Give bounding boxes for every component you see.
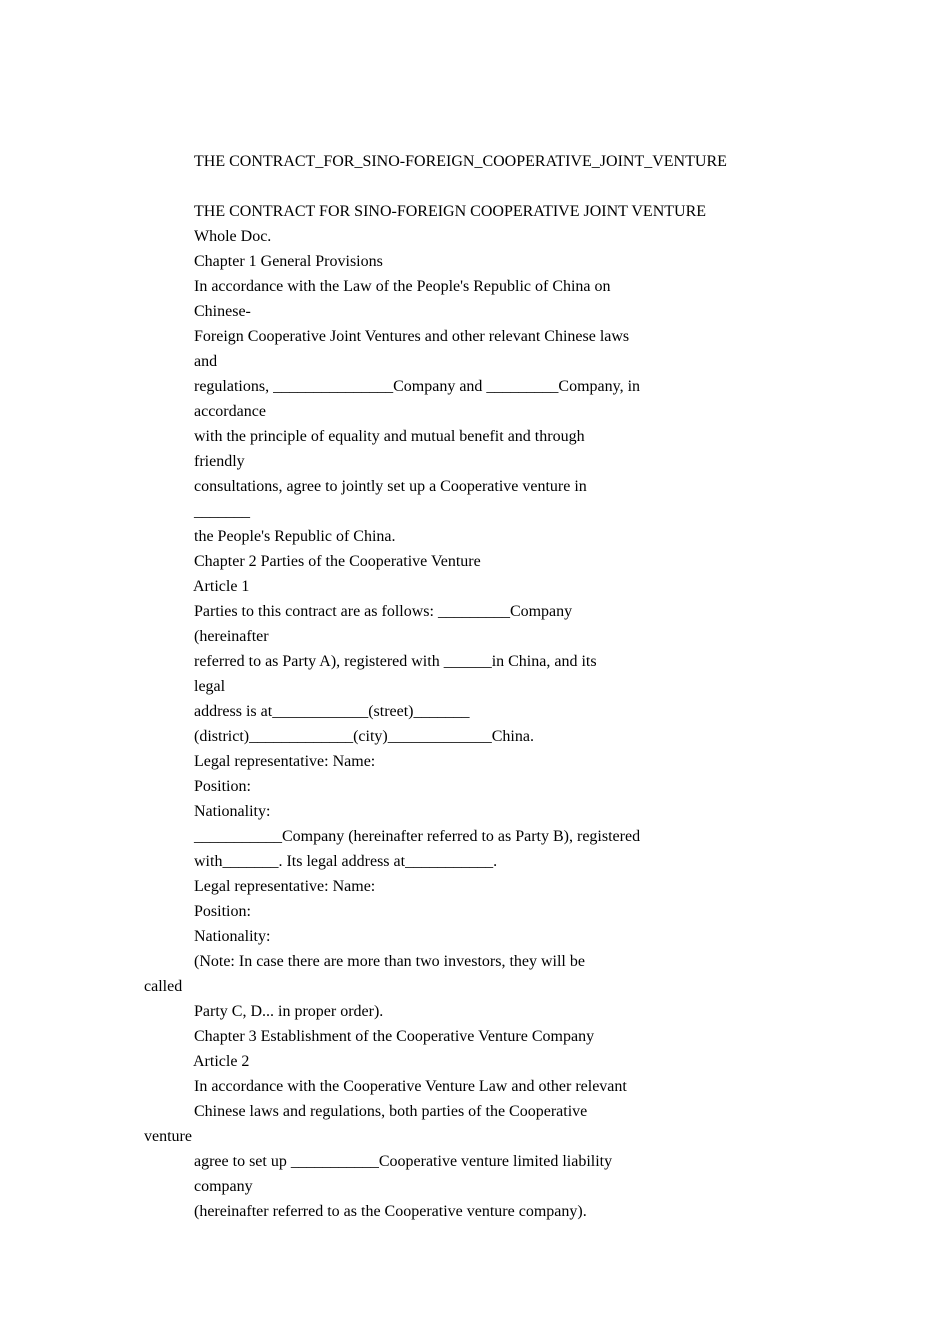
text-line: (hereinafter bbox=[194, 628, 269, 645]
text-line: and bbox=[194, 353, 218, 370]
text-line: Party C, D... in proper order). bbox=[194, 1003, 384, 1020]
document-heading: THE CONTRACT FOR SINO-FOREIGN COOPERATIVE JOINT VENTURE bbox=[194, 203, 707, 220]
article-heading: Article 2 bbox=[193, 1053, 250, 1070]
text-line: Nationality: bbox=[194, 803, 271, 820]
text-line: address is at____________(street)_______ bbox=[194, 703, 470, 720]
text-line: legal bbox=[194, 678, 226, 695]
text-line: Nationality: bbox=[194, 928, 271, 945]
chapter-heading: Chapter 3 Establishment of the Cooperative Venture Company bbox=[194, 1028, 595, 1045]
text-line: with the principle of equality and mutual benefit and through bbox=[194, 428, 585, 445]
text-line: Chinese laws and regulations, both parties of the Cooperative bbox=[194, 1103, 588, 1120]
text-line: Foreign Cooperative Joint Ventures and other relevant Chinese laws bbox=[194, 328, 630, 345]
article-heading: Article 1 bbox=[193, 578, 250, 595]
text-line: Whole Doc. bbox=[194, 228, 272, 245]
text-line: accordance bbox=[194, 403, 266, 420]
text-line: called bbox=[144, 978, 183, 995]
chapter-heading: Chapter 2 Parties of the Cooperative Venture bbox=[194, 553, 481, 570]
text-line: referred to as Party A), registered with ______in China, and its bbox=[194, 653, 597, 670]
text-line: Parties to this contract are as follows: _________Company bbox=[194, 603, 573, 620]
text-line: (Note: In case there are more than two investors, they will be bbox=[194, 953, 585, 970]
text-line: Position: bbox=[194, 903, 251, 920]
text-line: company bbox=[194, 1178, 253, 1195]
text-line: (district)_____________(city)_____________China. bbox=[194, 728, 534, 745]
text-line: ___________Company (hereinafter referred to as Party B), registered bbox=[194, 828, 641, 845]
file-title: THE CONTRACT_FOR_SINO-FOREIGN_COOPERATIVE_JOINT_VENTURE bbox=[194, 153, 727, 170]
text-line: with_______. Its legal address at___________. bbox=[194, 853, 498, 870]
text-line: In accordance with the Cooperative Venture Law and other relevant bbox=[194, 1078, 627, 1095]
text-line: Legal representative: Name: bbox=[194, 753, 376, 770]
text-line: venture bbox=[144, 1128, 192, 1145]
text-line: Chinese- bbox=[194, 303, 251, 320]
text-line: Position: bbox=[194, 778, 251, 795]
text-line: _______ bbox=[194, 503, 250, 520]
text-line: friendly bbox=[194, 453, 245, 470]
text-line: Legal representative: Name: bbox=[194, 878, 376, 895]
text-line: consultations, agree to jointly set up a Cooperative venture in bbox=[194, 478, 587, 495]
text-line: regulations, _______________Company and _________Company, in bbox=[194, 378, 641, 395]
chapter-heading: Chapter 1 General Provisions bbox=[194, 253, 383, 270]
text-line: agree to set up ___________Cooperative venture limited liability bbox=[194, 1153, 613, 1170]
text-line: In accordance with the Law of the People's Republic of China on bbox=[194, 278, 611, 295]
text-line: (hereinafter referred to as the Cooperative venture company). bbox=[194, 1203, 587, 1220]
text-line: the People's Republic of China. bbox=[194, 528, 396, 545]
